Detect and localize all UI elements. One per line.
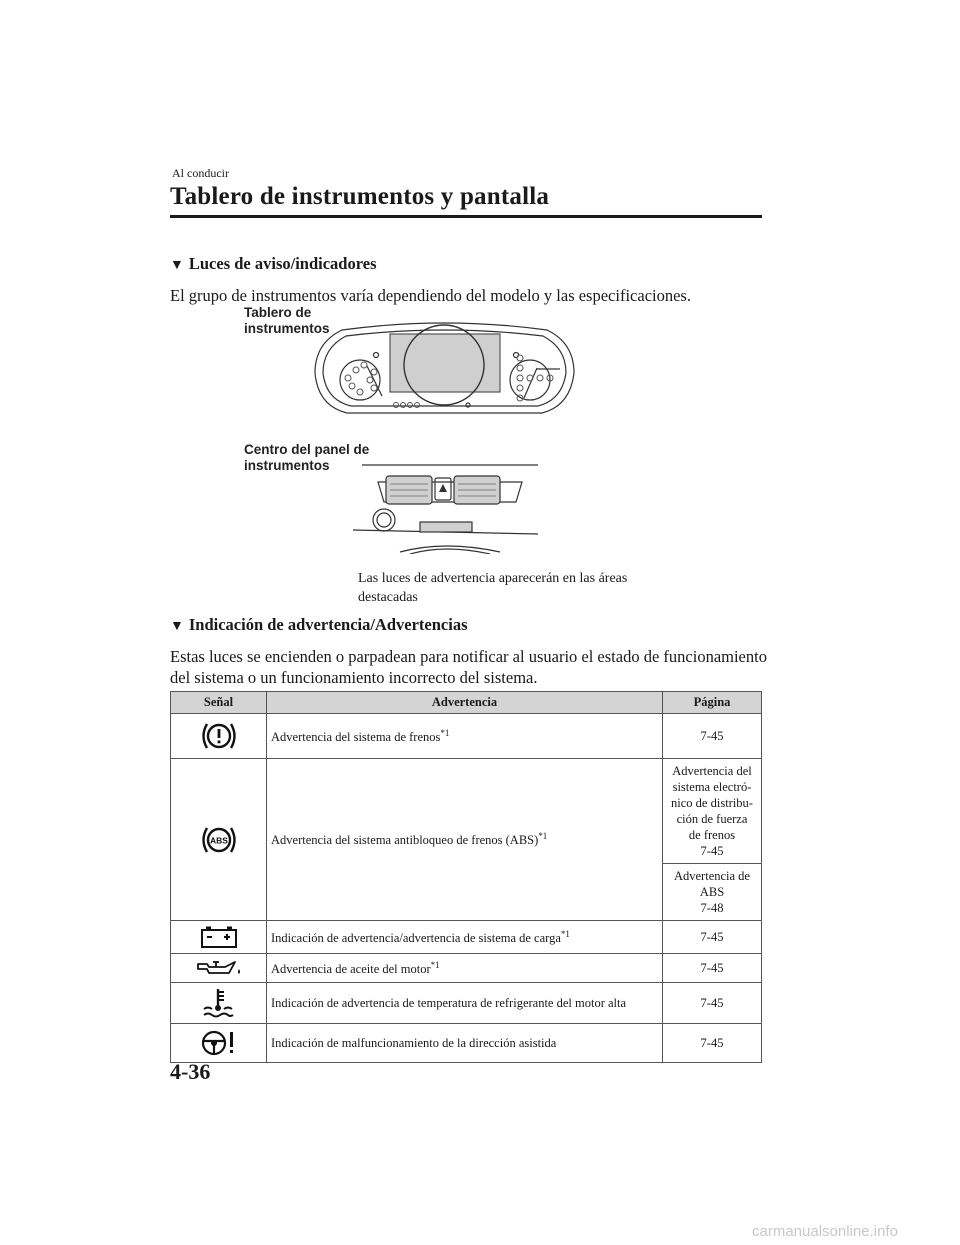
warning-cell [267,1024,663,1063]
warning-cell [267,983,663,1024]
page-line: Advertencia del [672,764,752,778]
table-row [171,714,762,759]
warning-cell [267,759,663,921]
subheading-text: Indicación de advertencia/Advertencias [188,615,468,634]
signal-cell [171,983,267,1024]
label-line: instrumentos [244,321,330,336]
page-title: Tablero de instrumentos y pantalla [170,183,550,210]
page-line: 7-48 [700,901,724,915]
page-line: ción de fuerza [676,812,748,826]
page-number: 4-36 [170,1059,211,1084]
page-cell [663,759,762,864]
page-line: ABS [699,885,725,899]
column-header-page: Página [663,692,762,714]
label-line: Tablero de [244,305,312,320]
table-row [171,954,762,983]
intro-paragraph: El grupo de instrumentos varía dependiendo del modelo y las especificaciones. [170,286,691,305]
page-cell: 7-45 [663,714,762,759]
page-line: 7-45 [700,844,724,858]
signal-cell [171,954,267,983]
warning-cell [267,921,663,954]
page-line: sistema electró- [672,780,752,794]
footnote-marker: *1 [430,959,440,970]
abs-warning-icon [199,823,239,857]
figure-caption [358,569,627,607]
paragraph-line: del sistema o un funcionamiento incorrecto del sistema. [170,668,538,687]
warning-lights-table [170,691,762,1063]
table-row [171,983,762,1024]
page-cell [663,864,762,921]
page-line: nico de distribu- [671,796,753,810]
brake-warning-icon [199,719,239,753]
table-row [171,921,762,954]
subheading-warning-lights [170,254,377,274]
warning-text: Indicación de advertencia/advertencia de sistema de carga [271,930,561,945]
title-rule [170,215,762,218]
footnote-marker: *1 [538,831,548,841]
coolant-temperature-icon [201,987,237,1019]
page-line: Advertencia de [673,869,750,883]
paragraph-line: Estas luces se encienden o parpadean para notificar al usuario el estado de funcionamiento [170,647,767,666]
warning-text: Advertencia de aceite del motor [271,961,431,976]
page-cell: 7-45 [663,983,762,1024]
battery-charge-icon [198,925,240,949]
column-header-warning: Advertencia [267,692,663,714]
signal-cell [171,921,267,954]
instrument-cluster-illustration [312,318,577,418]
caption-line: destacadas [358,590,418,605]
warnings-paragraph [170,646,767,688]
subheading-warning-indications [170,615,468,635]
warning-text: Advertencia del sistema de frenos [271,729,441,744]
page-cell: 7-45 [663,921,762,954]
footnote-marker: *1 [560,928,570,939]
label-line: Centro del panel de [244,442,370,457]
warning-text: Indicación de malfuncionamiento de la dirección asistida [271,1035,557,1050]
warning-cell [267,954,663,983]
signal-cell [171,759,267,921]
power-steering-icon [199,1028,239,1058]
table-header-row [171,692,762,714]
center-panel-illustration [350,462,540,554]
svg-text:ABS: ABS [209,835,228,845]
column-header-signal: Señal [171,692,267,714]
warning-text: Advertencia del sistema antibloqueo de frenos (ABS) [271,833,539,847]
signal-cell [171,714,267,759]
subheading-text: Luces de aviso/indicadores [188,254,377,273]
warning-cell [267,714,663,759]
triangle-down-icon: ▼ [170,258,184,273]
table-row [171,759,762,864]
signal-cell [171,1024,267,1063]
warning-text: Indicación de advertencia de temperatura de refrigerante del motor alta [271,995,627,1010]
page-line: de frenos [688,828,736,842]
footnote-marker: *1 [440,727,450,738]
label-line: instrumentos [244,458,330,473]
triangle-down-icon: ▼ [170,619,184,634]
table-row [171,1024,762,1063]
page-cell: 7-45 [663,954,762,983]
engine-oil-icon [195,958,243,978]
caption-line: Las luces de advertencia aparecerán en las áreas [358,571,628,586]
watermark: carmanualsonline.info [752,1223,898,1240]
page-cell: 7-45 [663,1024,762,1063]
section-label: Al conducir [172,166,229,180]
